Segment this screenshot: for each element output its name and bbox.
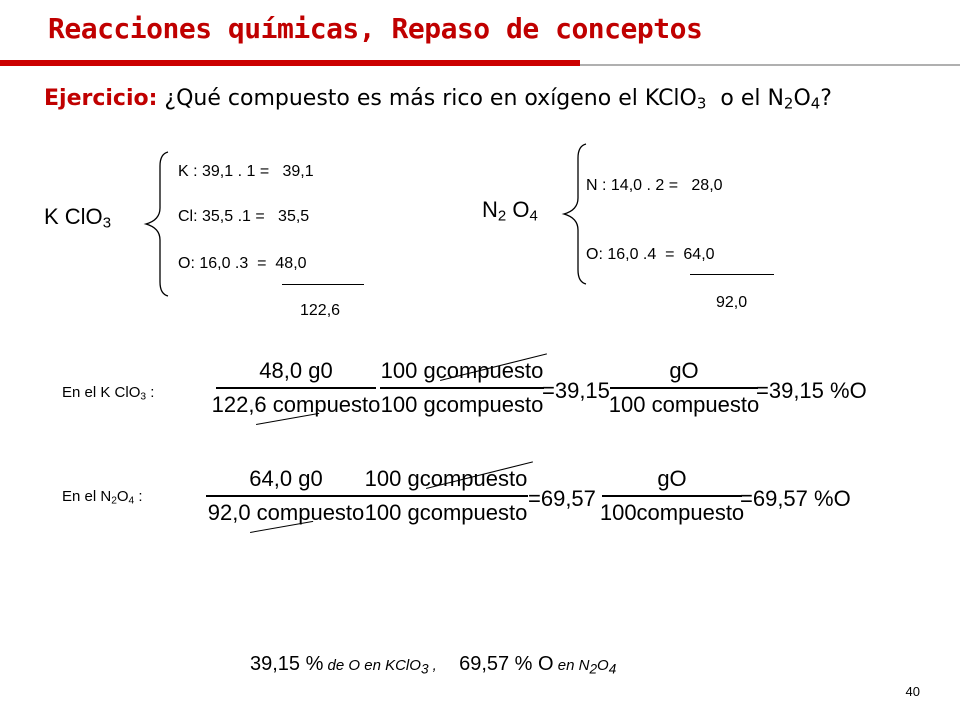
kclo3-formula: K ClO$_3$ xyxy=(44,204,112,232)
kclo3-cl-line: Cl: 35,5 .1 = 35,5 xyxy=(178,208,310,225)
eq2-fraction-2: 100 gcompuesto 100 gcompuesto xyxy=(364,466,528,525)
eq1-result-1: =39,15 xyxy=(542,378,610,403)
kclo3-brace-icon xyxy=(142,150,172,300)
n2o4-n-line: N : 14,0 . 2 = 28,0 xyxy=(586,177,723,194)
eq1-result-2: =39,15 %O xyxy=(756,378,867,403)
page-title: Reacciones químicas, Repaso de conceptos xyxy=(48,12,703,45)
conclusion: 39,15 % de O en KClO$_3$ , 69,57 % O en $N_2O_4$ xyxy=(250,653,617,677)
n2o4-total: 92,0 xyxy=(716,294,748,311)
eq2-fraction-1: 64,0 g0 92,0 compuesto xyxy=(207,466,365,525)
eq2-label: En el $N_2O_4$ : xyxy=(62,488,143,507)
kclo3-k-line: K : 39,1 . 1 = 39,1 xyxy=(178,163,314,180)
kclo3-total: 122,6 xyxy=(300,302,341,319)
kclo3-sum-rule xyxy=(282,284,364,285)
exercise-label: Ejercicio: xyxy=(44,86,158,111)
kclo3-o-line: O: 16,0 .3 = 48,0 xyxy=(178,255,307,272)
title-underline-gray xyxy=(580,64,960,66)
n2o4-o-line: O: 16,0 .4 = 64,0 xyxy=(586,246,715,263)
n2o4-brace-icon xyxy=(560,142,590,288)
n2o4-formula: $N_2$ $O_4$ xyxy=(482,197,538,225)
eq1-fraction-2: 100 gcompuesto 100 gcompuesto xyxy=(380,358,544,417)
exercise-question: Ejercicio: ¿Qué compuesto es más rico en oxígeno el KClO$_3$ o el $N_2O_4$? xyxy=(44,86,832,113)
eq2-result-2: =69,57 %O xyxy=(740,486,851,511)
title-underline-red xyxy=(0,60,580,66)
eq1-fraction-3: gO 100 compuesto xyxy=(608,358,760,417)
eq2-result-1: =69,57 xyxy=(528,486,596,511)
eq1-fraction-1: 48,0 g0 122,6 compuesto xyxy=(211,358,381,417)
eq2-fraction-3: gO 100compuesto xyxy=(599,466,745,525)
eq1-label: En el K ClO$_3$ : xyxy=(62,384,155,403)
page-number: 40 xyxy=(905,684,920,699)
n2o4-sum-rule xyxy=(690,274,774,275)
